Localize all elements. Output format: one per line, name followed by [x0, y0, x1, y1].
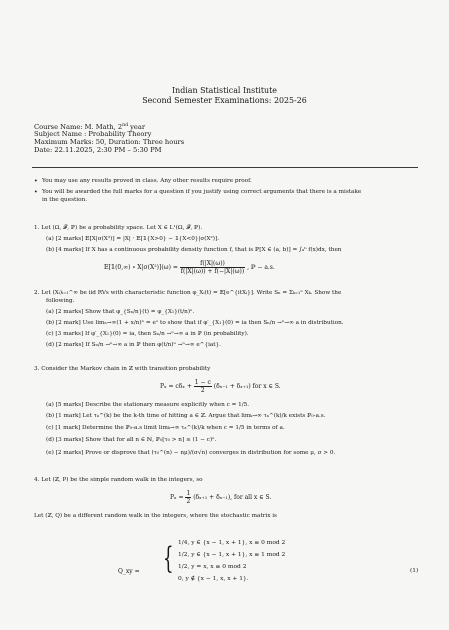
q1-eq-right: , ℙ − a.s.	[247, 264, 275, 271]
date-line: Date: 22.11.2025, 2:30 PM – 5:30 PM	[34, 146, 162, 154]
q2-lead: 2. Let (Xᵢ)ᵢ₌₁^∞ be iid RVs with characteristic function φ_Xᵢ(t) = 𝔼[e^{itXᵢ}]. Write Sₙ = Σₖ₌₁ⁿ Xₖ. Show the	[34, 290, 342, 296]
marks-line: Maximum Marks: 50, Duration: Three hours	[34, 138, 185, 146]
equation-number: (1)	[410, 568, 419, 574]
q1-equation	[104, 260, 275, 275]
q3-part-b: (b) [1 mark] Let τₐ^(k) be the k-th time of hitting a ∈ ℤ. Argue that limₖ→∞ τₐ^(k)/k exists ℙ₀-a.s.	[46, 413, 326, 419]
q-case-4: 0, y ∉ {x − 1, x, x + 1}.	[178, 576, 249, 582]
q3-eq-numerator: 1 − c	[194, 379, 211, 386]
q1-lead: 1. Let (Ω, 𝓕, ℙ) be a probability space. Let X ∈ L¹(Ω, 𝓕, ℙ).	[34, 225, 203, 231]
q-case-3: 1/2, y = x, x ≡ 0 mod 2	[178, 564, 247, 570]
q4-equation	[170, 490, 271, 505]
q-matrix-label: Q_xy =	[118, 568, 140, 575]
bullet-icon: •	[34, 189, 38, 196]
course-superscript: nd	[122, 123, 129, 128]
q-case-2: 1/2, y ∈ {x − 1, x + 1}, x ≡ 1 mod 2	[178, 552, 286, 558]
q3-eq-denominator: 2	[200, 387, 205, 394]
q3-part-e: (e) [2 marks] Prove or disprove that (τ₀^(n) − nμ)/(σ√n) converges in distribution for some μ, σ > 0.	[46, 450, 336, 456]
q-case-1: 1/4, y ∈ {x − 1, x + 1}, x ≡ 0 mod 2	[178, 540, 286, 546]
q1-eq-left: 𝔼[𝟙(0,∞) ∘ X|σ(X²)](ω) =	[104, 264, 178, 271]
bullet-icon: •	[34, 178, 38, 185]
q2-part-a: (a) [2 marks] Show that φ_{Sₙ/n}(t) = φ_{X₁}(t/n)ⁿ.	[46, 309, 195, 315]
q4-eq-left: Pₓ =	[170, 494, 184, 501]
q4-eq-denominator: 2	[186, 498, 191, 505]
q3-eq-right: (δₓ₋₁ + δₓ₊₁) for x ∈ S.	[213, 383, 281, 390]
subject-line: Subject Name : Probability Theory	[34, 130, 152, 138]
exam-title: Second Semester Examinations: 2025-26	[142, 96, 307, 105]
institute-title: Indian Statistical Institute	[172, 86, 277, 95]
q4-lead-cont: Let (ℤ, Q) be a different random walk in the integers, where the stochastic matrix is	[34, 513, 277, 519]
q2-part-b: (b) [2 mark] Use limₙ→∞(1 + x/n)ⁿ = eˣ to show that if φ′_{X₁}(0) = ia then Sₙ/n →ⁿ→∞ a in distribution.	[46, 320, 344, 326]
q3-lead: 3. Consider the Markov chain in ℤ with transition probability	[34, 366, 211, 372]
q4-eq-right: (δₓ₊₁ + δₓ₋₁), for all x ∈ S.	[193, 494, 272, 501]
q2-part-d: (d) [2 marks] If Sₙ/n →ⁿ→∞ a in ℙ then φ(t/n)ⁿ →ⁿ→∞ e^{iat}.	[46, 342, 221, 348]
q4-eq-numerator: 1	[186, 490, 191, 497]
course-tail: year	[128, 123, 146, 132]
q3-part-c: (c) [1 mark] Determine the ℙ₀-a.s limit limₖ→∞ τₐ^(k)/k when c = 1/5 in terms of a.	[46, 425, 285, 431]
left-brace-icon: {	[163, 541, 174, 576]
q1-part-a: (a) [2 marks] 𝔼[X|σ(X²)] = |X| · 𝔼[𝟙{X>0} − 𝟙{X<0}|σ(X²)].	[46, 236, 220, 242]
q3-part-d: (d) [3 marks] Show that for all n ∈ ℕ, ℙ₀[τ₀ > n] ≤ (1 − c)ⁿ.	[46, 437, 217, 443]
q4-lead: 4. Let (ℤ, P) be the simple random walk in the integers, so	[34, 477, 203, 483]
q3-eq-left: Pₓ = cδₓ +	[160, 383, 192, 390]
q2-part-c: (c) [3 marks] If φ′_{X₁}(0) = ia, then Sₙ/n →ⁿ→∞ a in ℙ (in probability).	[46, 331, 249, 337]
q3-part-a: (a) [5 marks] Describe the stationary measure explicitly when c = 1/5.	[46, 402, 250, 408]
instruction-2-cont: in the question.	[42, 197, 88, 203]
instruction-1: You may use any results proved in class. Any other results require proof.	[42, 178, 252, 184]
instruction-2: You will be awarded the full marks for a question if you justify using correct arguments that there is a mistake	[42, 189, 362, 195]
separator-rule	[32, 167, 418, 168]
q3-equation	[160, 379, 281, 394]
q1-part-b: (b) [4 marks] If X has a continuous probability density function f, that is ℙ[X ∈ (a, b)] = ∫ₐᵇ f(x)dx, then	[46, 247, 342, 253]
q2-lead-cont: following.	[46, 298, 75, 304]
q1-eq-numerator: f(|X|(ω))	[180, 260, 245, 268]
course-text: Course Name: M. Math, 2	[34, 123, 123, 132]
q1-eq-denominator: f(|X|(ω)) + f(−|X|(ω))	[180, 268, 245, 275]
